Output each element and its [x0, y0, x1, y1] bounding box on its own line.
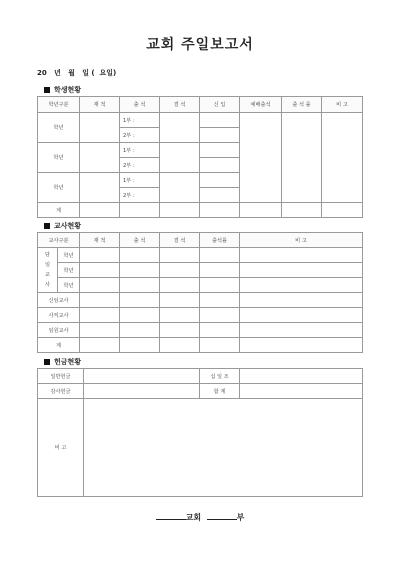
- cell[interactable]: [120, 248, 160, 263]
- church-name-blank[interactable]: [156, 512, 186, 520]
- header-enrolled: 재 적: [80, 97, 120, 113]
- cell[interactable]: [200, 158, 240, 173]
- cell[interactable]: [160, 173, 200, 203]
- square-bullet-icon: [44, 359, 50, 365]
- cell[interactable]: [200, 323, 240, 338]
- cell[interactable]: [80, 248, 120, 263]
- cell[interactable]: [240, 323, 363, 338]
- thanks-offering-label: 감사헌금: [38, 384, 84, 399]
- remarks-value[interactable]: [84, 399, 363, 497]
- session-2-cell[interactable]: 2부 :: [120, 128, 160, 143]
- cell[interactable]: [160, 338, 200, 353]
- cell[interactable]: [240, 263, 363, 278]
- cell[interactable]: [240, 248, 363, 263]
- header-remarks: 비 고: [240, 233, 363, 248]
- cell[interactable]: [240, 308, 363, 323]
- cell[interactable]: [120, 203, 160, 218]
- cell[interactable]: [200, 308, 240, 323]
- cell[interactable]: [282, 113, 322, 203]
- cell[interactable]: [80, 113, 120, 143]
- cell[interactable]: [200, 293, 240, 308]
- session-2-cell[interactable]: 2부 :: [120, 188, 160, 203]
- cell[interactable]: [120, 323, 160, 338]
- cell[interactable]: [200, 278, 240, 293]
- cell[interactable]: [322, 113, 363, 203]
- header-present: 출 석: [120, 233, 160, 248]
- cell[interactable]: [200, 128, 240, 143]
- cell[interactable]: [80, 323, 120, 338]
- header-absent: 결 석: [160, 233, 200, 248]
- students-section-title: 학생현황: [44, 85, 81, 95]
- session-1-cell[interactable]: 1부 :: [120, 173, 160, 188]
- cell[interactable]: [80, 338, 120, 353]
- session-1-cell[interactable]: 1부 :: [120, 113, 160, 128]
- cell[interactable]: [80, 278, 120, 293]
- cell[interactable]: [200, 173, 240, 188]
- cell[interactable]: [160, 113, 200, 143]
- header-enrolled: 재 적: [80, 233, 120, 248]
- cell[interactable]: [240, 278, 363, 293]
- cell[interactable]: [240, 338, 363, 353]
- grade-label: 학년: [38, 113, 80, 143]
- header-remarks: 비 고: [322, 97, 363, 113]
- cell[interactable]: [200, 263, 240, 278]
- resigned-teacher-label: 사직교사: [38, 308, 80, 323]
- cell[interactable]: [200, 143, 240, 158]
- cell[interactable]: [80, 308, 120, 323]
- cell[interactable]: [120, 338, 160, 353]
- cell[interactable]: [200, 113, 240, 128]
- cell[interactable]: [120, 308, 160, 323]
- cell[interactable]: [200, 248, 240, 263]
- cell[interactable]: [240, 113, 282, 203]
- cell[interactable]: [160, 293, 200, 308]
- header-rate: 출석률: [200, 233, 240, 248]
- square-bullet-icon: [44, 223, 50, 229]
- general-offering-label: 일반헌금: [38, 369, 84, 384]
- total-label: 계: [38, 338, 80, 353]
- total-label: 계: [38, 203, 80, 218]
- header-worship: 예배출석: [240, 97, 282, 113]
- cell[interactable]: [80, 143, 120, 173]
- cell[interactable]: [80, 293, 120, 308]
- footer-signature: 교회 부: [0, 512, 400, 523]
- cell[interactable]: [322, 203, 363, 218]
- general-offering-value[interactable]: [84, 369, 200, 384]
- cell[interactable]: [160, 278, 200, 293]
- grade-label: 학년: [58, 263, 80, 278]
- cell[interactable]: [80, 263, 120, 278]
- square-bullet-icon: [44, 87, 50, 93]
- teachers-section-title: 교사현황: [44, 221, 81, 231]
- session-1-cell[interactable]: 1부 :: [120, 143, 160, 158]
- sum-label: 합 계: [200, 384, 240, 399]
- header-rate: 출 석 률: [282, 97, 322, 113]
- remarks-label: 비 고: [38, 399, 84, 497]
- sum-value[interactable]: [240, 384, 363, 399]
- cell[interactable]: [120, 263, 160, 278]
- cell[interactable]: [80, 203, 120, 218]
- cell[interactable]: [240, 293, 363, 308]
- cell[interactable]: [240, 203, 282, 218]
- header-new: 신 입: [200, 97, 240, 113]
- cell[interactable]: [200, 338, 240, 353]
- grade-label: 학년: [58, 248, 80, 263]
- cell[interactable]: [160, 143, 200, 173]
- header-teacher-type: 교사구분: [38, 233, 80, 248]
- new-teacher-label: 신임교사: [38, 293, 80, 308]
- officer-teacher-label: 임원교사: [38, 323, 80, 338]
- cell[interactable]: [200, 203, 240, 218]
- session-2-cell[interactable]: 2부 :: [120, 158, 160, 173]
- tithe-value[interactable]: [240, 369, 363, 384]
- header-absent: 결 석: [160, 97, 200, 113]
- page-title: 교회 주일보고서: [146, 37, 254, 53]
- cell[interactable]: [282, 203, 322, 218]
- grade-label: 학년: [38, 143, 80, 173]
- grade-label: 학년: [38, 173, 80, 203]
- cell[interactable]: [160, 248, 200, 263]
- students-table: [37, 96, 363, 218]
- header-present: 출 석: [120, 97, 160, 113]
- cell[interactable]: [160, 308, 200, 323]
- cell[interactable]: [120, 293, 160, 308]
- cell[interactable]: [160, 263, 200, 278]
- thanks-offering-value[interactable]: [84, 384, 200, 399]
- offering-section-title: 헌금현황: [44, 357, 81, 367]
- cell[interactable]: [120, 278, 160, 293]
- cell[interactable]: [80, 173, 120, 203]
- teachers-table: [37, 232, 363, 353]
- department-name-blank[interactable]: [207, 512, 237, 520]
- homeroom-teacher-label: 담 임 교 사: [38, 248, 58, 293]
- cell[interactable]: [200, 188, 240, 203]
- tithe-label: 십 일 조: [200, 369, 240, 384]
- grade-label: 학년: [58, 278, 80, 293]
- date-line: 20 년 월 일 ( 요일): [37, 69, 117, 77]
- cell[interactable]: [160, 323, 200, 338]
- offering-table: [37, 368, 363, 497]
- header-grade-type: 학년구분: [38, 97, 80, 113]
- cell[interactable]: [160, 203, 200, 218]
